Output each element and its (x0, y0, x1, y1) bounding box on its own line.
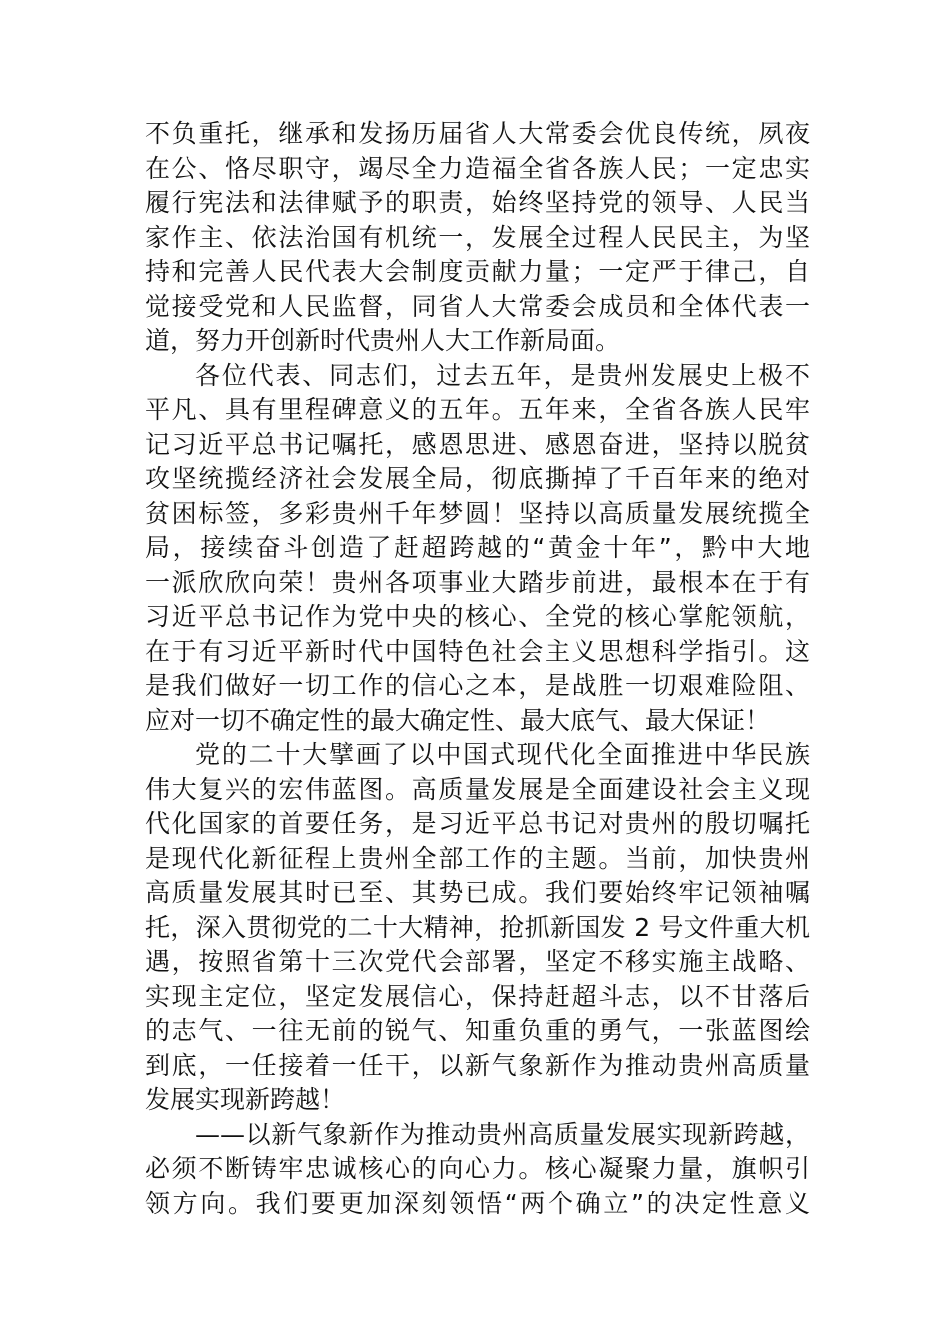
text-line: 到底，一任接着一任干，以新气象新作为推动贵州高质量 (145, 1050, 810, 1080)
text-line: 局，接续奋斗创造了赶超跨越的“黄金十年”，黔中大地 (145, 533, 810, 562)
text-line: 应对一切不确定性的最大确定性、最大底气、最大保证！ (145, 705, 771, 735)
text-line: 的志气、一往无前的锐气、知重负重的勇气，一张蓝图绘 (145, 1016, 810, 1045)
text-line: 是现代化新征程上贵州全部工作的主题。当前，加快贵州 (145, 843, 810, 873)
text-line: 代化国家的首要任务，是习近平总书记对贵州的殷切嘱托 (145, 809, 810, 838)
text-line: 在于有习近平新时代中国特色社会主义思想科学指引。这 (145, 636, 810, 666)
text-line: 不负重托，继承和发扬历届省人大常委会优良传统，夙夜 (145, 119, 810, 148)
text-line: 托，深入贯彻党的二十大精神，抢抓新国发 2 号文件重大机 (145, 912, 810, 942)
text-line: 履行宪法和法律赋予的职责，始终坚持党的领导、人民当 (145, 188, 810, 217)
text-line: 在公、恪尽职守，竭尽全力造福全省各族人民；一定忠实 (145, 153, 810, 183)
text-line: 道，努力开创新时代贵州人大工作新局面。 (145, 326, 621, 355)
text-line: 是我们做好一切工作的信心之本，是战胜一切艰难险阻、 (145, 671, 810, 700)
text-line: 高质量发展其时已至、其势已成。我们要始终牢记领袖嘱 (145, 878, 810, 907)
text-line: 贫困标签，多彩贵州千年梦圆！坚持以高质量发展统揽全 (145, 498, 810, 528)
text-line: 一派欣欣向荣！贵州各项事业大踏步前进，最根本在于有 (145, 567, 810, 597)
text-line: 党的二十大擘画了以中国式现代化全面推进中华民族 (195, 740, 810, 769)
text-line: 持和完善人民代表大会制度贡献力量；一定严于律己，自 (145, 257, 810, 286)
text-line: ——以新气象新作为推动贵州高质量发展实现新跨越， (195, 1119, 810, 1149)
text-line: 习近平总书记作为党中央的核心、全党的核心掌舵领航， (145, 602, 810, 631)
text-line: 家作主、依法治国有机统一，发展全过程人民民主，为坚 (145, 222, 810, 252)
text-line: 觉接受党和人民监督，同省人大常委会成员和全体代表一 (145, 291, 810, 321)
text-line: 实现主定位，坚定发展信心，保持赶超斗志，以不甘落后 (145, 981, 810, 1011)
text-line: 攻坚统揽经济社会发展全局，彻底撕掉了千百年来的绝对 (145, 464, 810, 493)
text-line: 各位代表、同志们，过去五年，是贵州发展史上极不 (195, 360, 810, 390)
text-line: 平凡、具有里程碑意义的五年。五年来，全省各族人民牢 (145, 395, 810, 424)
text-line: 发展实现新跨越！ (145, 1085, 346, 1114)
text-line: 伟大复兴的宏伟蓝图。高质量发展是全面建设社会主义现 (145, 774, 810, 804)
text-line: 必须不断铸牢忠诚核心的向心力。核心凝聚力量，旗帜引 (145, 1154, 810, 1183)
body-text (145, 117, 810, 1221)
text-line: 领方向。我们要更加深刻领悟“两个确立”的决定性意义 (145, 1188, 810, 1218)
text-line: 记习近平总书记嘱托，感恩思进、感恩奋进，坚持以脱贫 (145, 429, 810, 459)
text-line: 遇，按照省第十三次党代会部署，坚定不移实施主战略、 (145, 947, 810, 976)
